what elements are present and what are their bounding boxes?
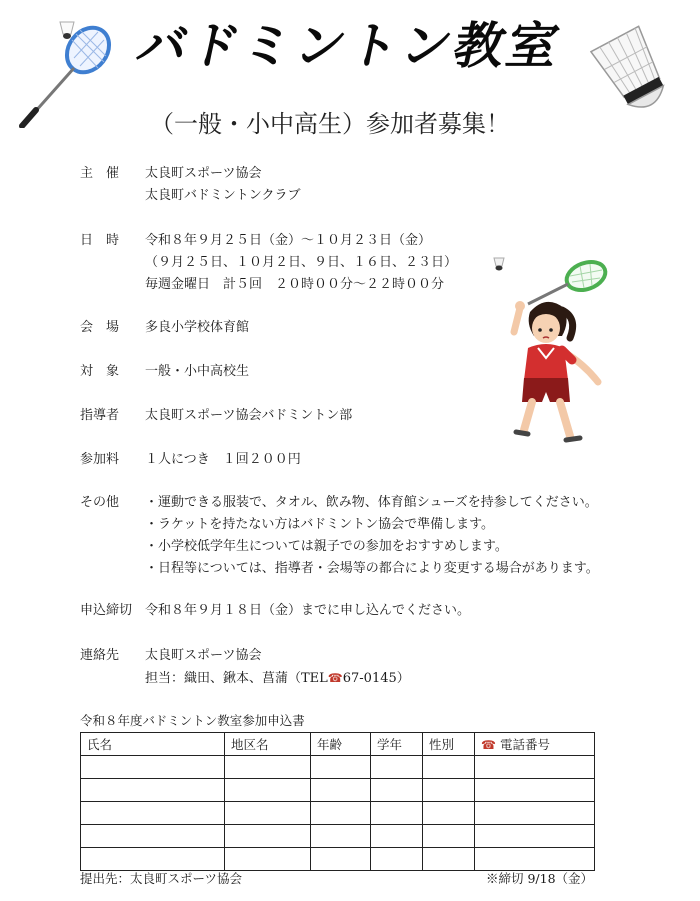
- table-cell[interactable]: [311, 779, 371, 802]
- deadline-note: ※締切 9/18（金）: [486, 871, 594, 886]
- datetime-label: 日 時: [80, 233, 120, 248]
- table-cell[interactable]: [475, 848, 595, 871]
- deadline-value: 令和８年９月１８日（金）までに申し込んでください。: [145, 603, 471, 618]
- form-caption: 令和８年度バドミントン教室参加申込書: [80, 713, 305, 728]
- organizer-line: 太良町スポーツ協会: [145, 166, 262, 181]
- other-line: ・日程等については、指導者・会場等の都合により変更する場合があります。: [145, 561, 599, 576]
- table-cell[interactable]: [311, 756, 371, 779]
- organizer-label: 主 催: [80, 166, 120, 181]
- table-cell[interactable]: [475, 756, 595, 779]
- fee-value: １人につき １回２００円: [145, 452, 301, 467]
- submit-to: 提出先：太良町スポーツ協会: [80, 871, 243, 886]
- table-cell[interactable]: [423, 756, 475, 779]
- table-cell[interactable]: [371, 756, 423, 779]
- contact-label: 連絡先: [80, 648, 120, 663]
- datetime-line: 毎週金曜日 計５回 ２０時００分～２２時００分: [145, 277, 445, 292]
- contact-persons: 担当：織田、鍬本、菖蒲（TEL: [145, 671, 328, 686]
- table-cell[interactable]: [81, 779, 225, 802]
- form-header-row: [81, 733, 595, 756]
- header-district: 地区名: [225, 733, 311, 756]
- telephone-icon: ☎: [327, 671, 343, 685]
- page-subtitle: （一般・小中高生）参加者募集！: [150, 110, 510, 138]
- table-cell[interactable]: [423, 779, 475, 802]
- deadline-label: 申込締切: [80, 603, 133, 618]
- table-row: [81, 848, 595, 871]
- table-row: [81, 825, 595, 848]
- table-cell[interactable]: [311, 825, 371, 848]
- other-line: ・ラケットを持たない方はバドミントン協会で準備します。: [145, 517, 495, 532]
- contact-phone: 67-0145）: [342, 671, 410, 686]
- fee-label: 参加料: [80, 452, 120, 467]
- table-row: [81, 756, 595, 779]
- table-cell[interactable]: [225, 779, 311, 802]
- table-cell[interactable]: [475, 825, 595, 848]
- table-cell[interactable]: [371, 848, 423, 871]
- table-cell[interactable]: [225, 756, 311, 779]
- header-name: 氏名: [81, 733, 225, 756]
- application-form-table: [80, 732, 595, 871]
- datetime-line: （９月２５日、１０月２日、９日、１６日、２３日）: [145, 255, 458, 270]
- telephone-icon: ☎: [481, 738, 496, 752]
- venue-label: 会 場: [80, 320, 120, 335]
- table-cell[interactable]: [81, 802, 225, 825]
- table-cell[interactable]: [371, 779, 423, 802]
- header-phone-label: 電話番号: [499, 737, 550, 752]
- header-age: 年齢: [311, 733, 371, 756]
- table-cell[interactable]: [225, 825, 311, 848]
- target-value: 一般・小中高校生: [145, 364, 250, 379]
- table-cell[interactable]: [225, 848, 311, 871]
- table-cell[interactable]: [371, 825, 423, 848]
- table-cell[interactable]: [311, 848, 371, 871]
- table-row: [81, 779, 595, 802]
- table-cell[interactable]: [311, 802, 371, 825]
- header-gender: 性別: [423, 733, 475, 756]
- table-cell[interactable]: [423, 848, 475, 871]
- table-cell[interactable]: [423, 825, 475, 848]
- venue-value: 多良小学校体育館: [145, 320, 250, 335]
- instructor-value: 太良町スポーツ協会バドミントン部: [145, 408, 353, 423]
- header-phone: [475, 733, 595, 756]
- other-label: その他: [80, 495, 120, 510]
- table-cell[interactable]: [81, 825, 225, 848]
- table-cell[interactable]: [475, 802, 595, 825]
- header-grade: 学年: [371, 733, 423, 756]
- table-cell[interactable]: [475, 779, 595, 802]
- table-cell[interactable]: [81, 848, 225, 871]
- table-row: [81, 802, 595, 825]
- table-cell[interactable]: [81, 756, 225, 779]
- table-cell[interactable]: [371, 802, 423, 825]
- other-line: ・運動できる服装で、タオル、飲み物、体育館シューズを持参してください。: [145, 495, 598, 510]
- table-cell[interactable]: [225, 802, 311, 825]
- other-line: ・小学校低学年生については親子での参加をおすすめします。: [145, 539, 508, 554]
- instructor-label: 指導者: [80, 408, 120, 423]
- page-title: バドミントン教室: [131, 17, 567, 75]
- organizer-line: 太良町バドミントンクラブ: [145, 188, 301, 203]
- contact-line: 太良町スポーツ協会: [145, 648, 262, 663]
- contact-line: [145, 667, 625, 690]
- datetime-line: 令和８年９月２５日（金）～１０月２３日（金）: [145, 233, 432, 248]
- table-cell[interactable]: [423, 802, 475, 825]
- target-label: 対 象: [80, 364, 120, 379]
